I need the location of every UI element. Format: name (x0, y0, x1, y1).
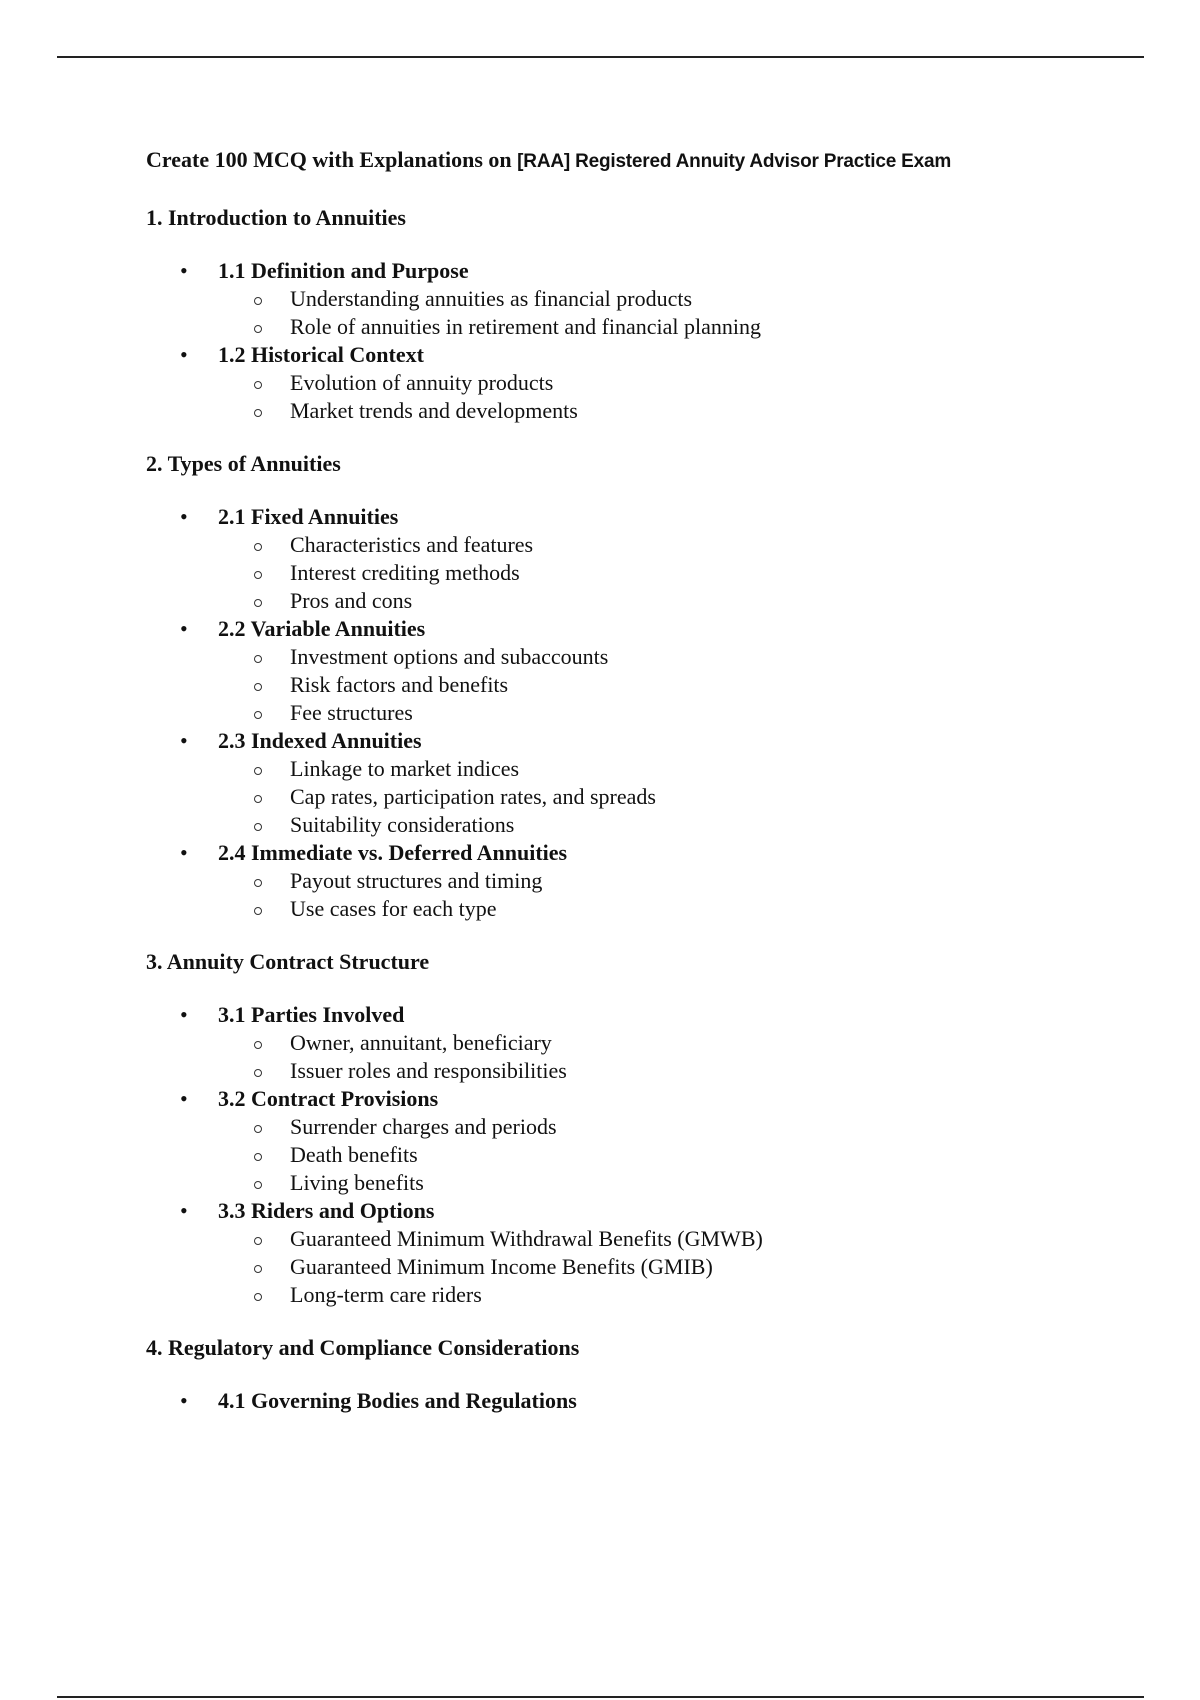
point-item (218, 811, 1146, 839)
subsection-title: 3.1 Parties Involved (218, 1002, 405, 1027)
subsection-list (146, 257, 1146, 425)
point-item (218, 559, 1146, 587)
point-item (218, 531, 1146, 559)
subsection-item (146, 615, 1146, 727)
subsection-item (146, 503, 1146, 615)
point-list (218, 285, 1146, 341)
subsection-list (146, 1387, 1146, 1415)
point-item (218, 1057, 1146, 1085)
circle-bullet-icon (254, 767, 262, 775)
point-item (218, 1169, 1146, 1197)
point-text: Owner, annuitant, beneficiary (290, 1030, 552, 1055)
point-text: Living benefits (290, 1170, 424, 1195)
point-text: Role of annuities in retirement and financial planning (290, 314, 762, 339)
point-text: Guaranteed Minimum Withdrawal Benefits (GMWB) (290, 1226, 763, 1251)
bullet-icon: • (180, 840, 188, 865)
point-item (218, 1029, 1146, 1057)
point-item (218, 369, 1146, 397)
point-item (218, 867, 1146, 895)
point-text: Linkage to market indices (290, 756, 520, 781)
circle-bullet-icon (254, 1181, 262, 1189)
bullet-icon: • (180, 504, 188, 529)
bullet-icon: • (180, 1388, 188, 1413)
subsection-title: 2.3 Indexed Annuities (218, 728, 422, 753)
subsection-list (146, 503, 1146, 923)
circle-bullet-icon (254, 683, 262, 691)
point-text: Risk factors and benefits (290, 672, 509, 697)
point-item (218, 755, 1146, 783)
point-item (218, 699, 1146, 727)
bullet-icon: • (180, 258, 188, 283)
point-text: Guaranteed Minimum Income Benefits (GMIB) (290, 1254, 713, 1279)
point-item (218, 313, 1146, 341)
subsection-title: 4.1 Governing Bodies and Regulations (218, 1388, 577, 1413)
bottom-rule (57, 1696, 1144, 1698)
circle-bullet-icon (254, 823, 262, 831)
circle-bullet-icon (254, 1265, 262, 1273)
point-list (218, 1113, 1146, 1197)
point-text: Issuer roles and responsibilities (290, 1058, 567, 1083)
circle-bullet-icon (254, 409, 262, 417)
subsection-item (146, 257, 1146, 341)
document-body (146, 143, 1146, 1415)
circle-bullet-icon (254, 325, 262, 333)
point-list (218, 1225, 1146, 1309)
bullet-icon: • (180, 1002, 188, 1027)
subsection-title: 1.2 Historical Context (218, 342, 424, 367)
subsection-item (146, 341, 1146, 425)
subsection-item (146, 727, 1146, 839)
point-item (218, 285, 1146, 313)
point-list (218, 531, 1146, 615)
subsection-title: 2.4 Immediate vs. Deferred Annuities (218, 840, 568, 865)
point-text: Market trends and developments (290, 398, 578, 423)
point-item (218, 1253, 1146, 1281)
point-text: Surrender charges and periods (290, 1114, 557, 1139)
top-rule (57, 56, 1144, 58)
point-list (218, 867, 1146, 923)
circle-bullet-icon (254, 599, 262, 607)
subsection-list (146, 1001, 1146, 1309)
point-item (218, 1225, 1146, 1253)
point-list (218, 369, 1146, 425)
point-text: Cap rates, participation rates, and spreads (290, 784, 656, 809)
point-item (218, 1141, 1146, 1169)
circle-bullet-icon (254, 795, 262, 803)
point-item (218, 643, 1146, 671)
point-list (218, 755, 1146, 839)
point-item (218, 1281, 1146, 1309)
point-item (218, 783, 1146, 811)
point-text: Investment options and subaccounts (290, 644, 609, 669)
title-sans-part: [RAA] Registered Annuity Advisor Practice Exam (517, 151, 952, 172)
point-text: Evolution of annuity products (290, 370, 554, 395)
point-text: Characteristics and features (290, 532, 534, 557)
circle-bullet-icon (254, 297, 262, 305)
circle-bullet-icon (254, 1237, 262, 1245)
circle-bullet-icon (254, 879, 262, 887)
bullet-icon: • (180, 1086, 188, 1111)
bullet-icon: • (180, 342, 188, 367)
subsection-item (146, 839, 1146, 923)
point-text: Long-term care riders (290, 1282, 482, 1307)
section-heading: 3. Annuity Contract Structure (146, 949, 430, 974)
point-item (218, 587, 1146, 615)
point-list (218, 1029, 1146, 1085)
subsection-item (146, 1001, 1146, 1085)
point-text: Understanding annuities as financial products (290, 286, 693, 311)
bullet-icon: • (180, 616, 188, 641)
point-item (218, 1113, 1146, 1141)
circle-bullet-icon (254, 655, 262, 663)
subsection-item (146, 1197, 1146, 1309)
circle-bullet-icon (254, 1293, 262, 1301)
bullet-icon: • (180, 1198, 188, 1223)
bullet-icon: • (180, 728, 188, 753)
circle-bullet-icon (254, 1153, 262, 1161)
subsection-item (146, 1387, 1146, 1415)
sections-container (146, 201, 1146, 1415)
circle-bullet-icon (254, 711, 262, 719)
point-text: Pros and cons (290, 588, 413, 613)
subsection-title: 2.2 Variable Annuities (218, 616, 426, 641)
point-item (218, 671, 1146, 699)
circle-bullet-icon (254, 1125, 262, 1133)
circle-bullet-icon (254, 381, 262, 389)
circle-bullet-icon (254, 907, 262, 915)
point-item (218, 895, 1146, 923)
circle-bullet-icon (254, 571, 262, 579)
section-heading: 4. Regulatory and Compliance Considerations (146, 1335, 580, 1360)
point-list (218, 643, 1146, 727)
subsection-title: 1.1 Definition and Purpose (218, 258, 469, 283)
circle-bullet-icon (254, 1041, 262, 1049)
circle-bullet-icon (254, 1069, 262, 1077)
subsection-item (146, 1085, 1146, 1197)
subsection-title: 3.2 Contract Provisions (218, 1086, 439, 1111)
section-heading: 1. Introduction to Annuities (146, 205, 406, 230)
circle-bullet-icon (254, 543, 262, 551)
point-text: Payout structures and timing (290, 868, 543, 893)
title-serif-part: Create 100 MCQ with Explanations on (146, 147, 518, 172)
section-heading: 2. Types of Annuities (146, 451, 341, 476)
point-text: Death benefits (290, 1142, 418, 1167)
point-text: Use cases for each type (290, 896, 497, 921)
point-text: Fee structures (290, 700, 413, 725)
subsection-title: 3.3 Riders and Options (218, 1198, 435, 1223)
point-text: Suitability considerations (290, 812, 515, 837)
point-text: Interest crediting methods (290, 560, 520, 585)
subsection-title: 2.1 Fixed Annuities (218, 504, 399, 529)
point-item (218, 397, 1146, 425)
document-title (146, 143, 1146, 179)
